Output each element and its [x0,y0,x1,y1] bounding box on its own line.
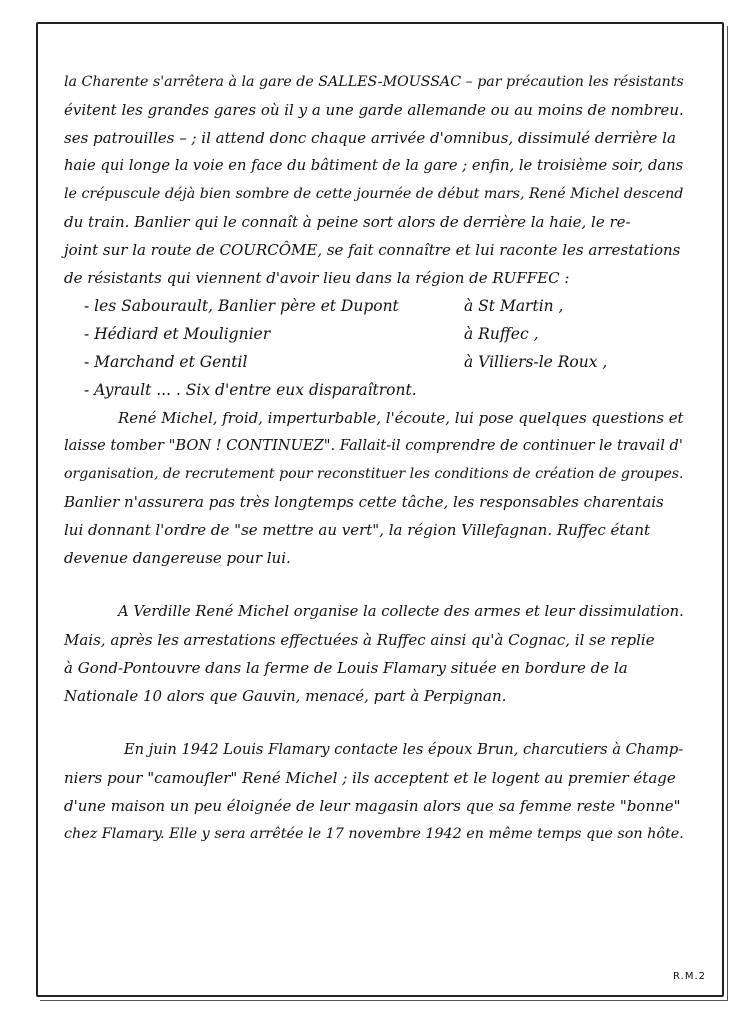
text-line: joint sur la route de COURCÔME, se fait connaître et lui raconte les arrestations [64,241,681,259]
paragraph-gap [64,572,704,598]
handwritten-text [64,68,704,848]
text-line: niers pour "camoufler" René Michel ; ils acceptent et le logent au premier étage [64,769,676,787]
arrest-names: - Marchand et Gentil [84,353,248,371]
arrest-place: à Villiers-le Roux , [464,353,608,371]
paragraph-2 [64,404,704,572]
text-line: lui donnant l'ordre de "se mettre au vert", la région Villefagnan. Ruffec étant [64,521,651,539]
paragraph-1 [64,68,704,292]
text-line: René Michel, froid, imperturbable, l'écoute, lui pose quelques questions et [118,409,684,427]
arrests-list [64,292,704,404]
page-reference: R.M.2 [673,971,706,982]
text-line: En juin 1942 Louis Flamary contacte les époux Brun, charcutiers à Champ- [124,741,684,758]
text-line: du train. Banlier qui le connaît à peine sort alors de derrière la haie, le re- [64,213,631,231]
text-line: devenue dangereuse pour lui. [64,549,291,567]
text-line: de résistants qui viennent d'avoir lieu dans la région de RUFFEC : [64,269,570,287]
text-line: à Gond-Pontouvre dans la ferme de Louis Flamary située en bordure de la [64,659,628,677]
text-line: le crépuscule déjà bien sombre de cette journée de début mars, René Michel descend [64,186,684,202]
text-line: organisation, de recrutement pour reconstituer les conditions de création de groupes. [64,466,684,482]
list-item [84,376,704,404]
paragraph-gap [64,710,704,736]
text-line: Mais, après les arrestations effectuées à Ruffec ainsi qu'à Cognac, il se replie [64,631,655,649]
paragraph-3 [64,598,704,710]
arrest-names: - Hédiard et Moulignier [84,325,271,343]
arrest-names: - Ayrault ... . Six d'entre eux disparaîtront. [84,381,417,399]
arrest-place: à St Martin , [464,297,564,315]
arrest-names: - les Sabourault, Banlier père et Dupont [84,297,399,315]
paragraph-4 [64,736,704,848]
text-line: la Charente s'arrêtera à la gare de SALLES-MOUSSAC – par précaution les résistants [64,74,684,90]
list-item [84,348,704,376]
text-line: Nationale 10 alors que Gauvin, menacé, part à Perpignan. [64,687,507,705]
text-line: Banlier n'assurera pas très longtemps cette tâche, les responsables charentais [64,493,664,511]
text-line: laisse tomber "BON ! CONTINUEZ". Fallait-il comprendre de continuer le travail d' [64,437,683,454]
arrest-place: à Ruffec , [464,325,539,343]
text-line: haie qui longe la voie en face du bâtiment de la gare ; enfin, le troisième soir, dans [64,157,684,174]
list-item [84,292,704,320]
text-line: ses patrouilles – ; il attend donc chaque arrivée d'omnibus, dissimulé derrière la [64,129,676,147]
text-line: chez Flamary. Elle y sera arrêtée le 17 novembre 1942 en même temps que son hôte. [64,826,684,842]
text-line: A Verdille René Michel organise la collecte des armes et leur dissimulation. [118,603,684,620]
text-line: évitent les grandes gares où il y a une garde allemande ou au moins de nombreu. [64,101,684,119]
list-item [84,320,704,348]
text-line: d'une maison un peu éloignée de leur magasin alors que sa femme reste "bonne" [64,797,681,815]
